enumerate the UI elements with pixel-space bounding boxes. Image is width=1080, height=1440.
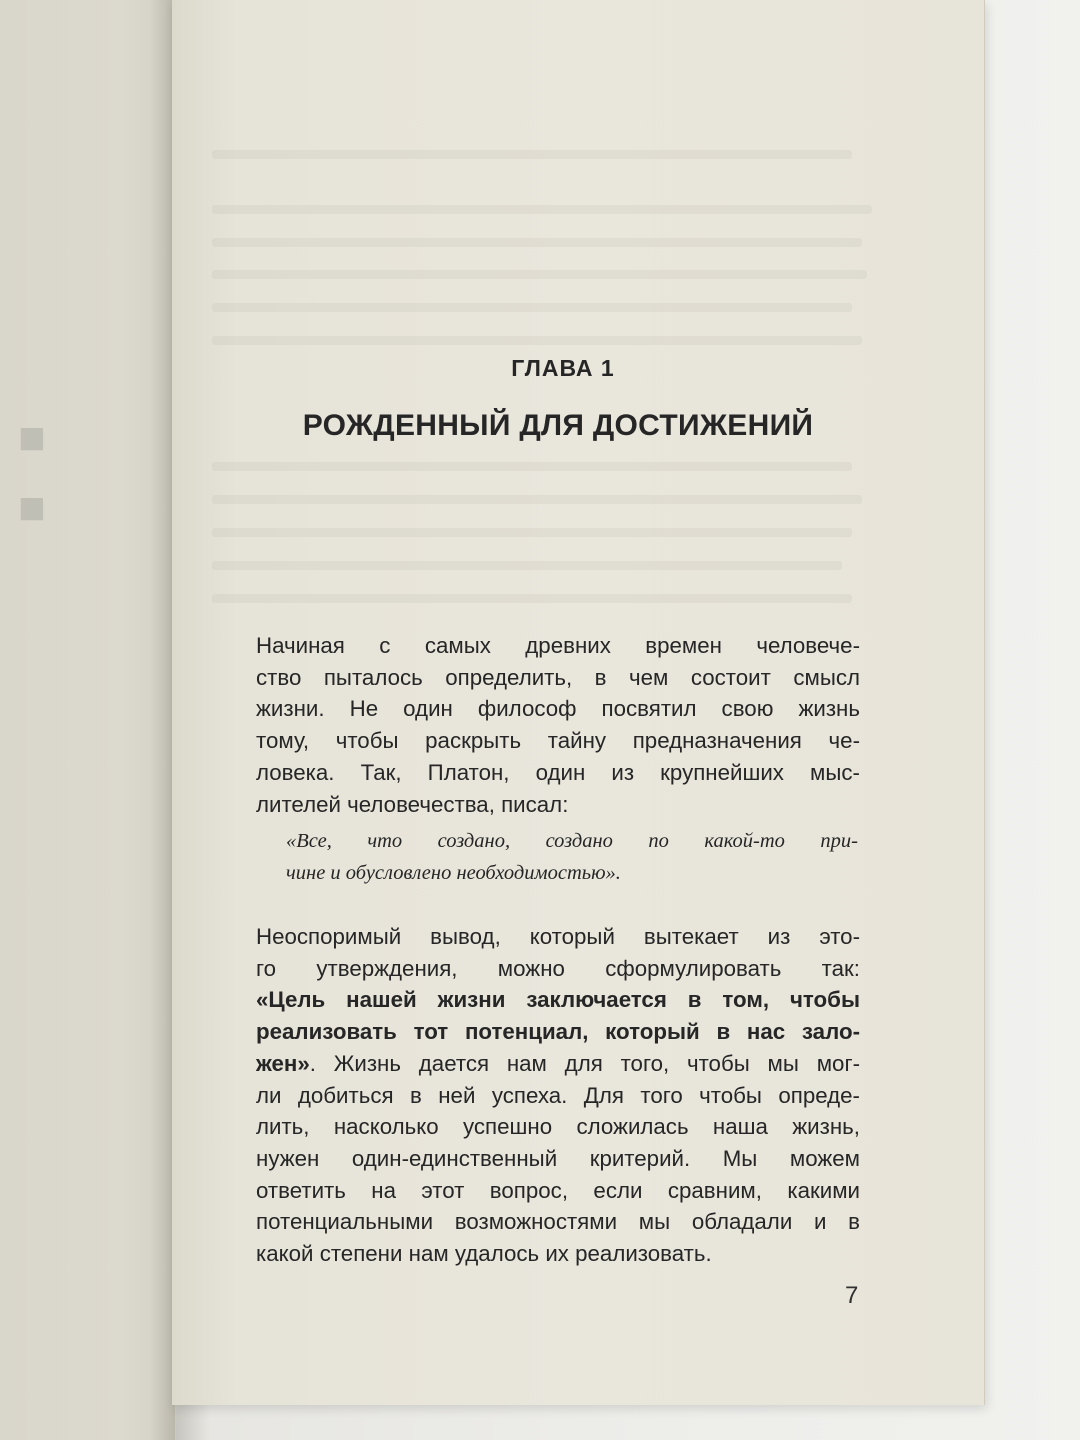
text-line: жизни. Не один философ посвятил свою жизнь [256, 696, 860, 722]
text-line-bold: реализовать тот потенциал, который в нас зало- [256, 1019, 860, 1045]
text-line: ловека. Так, Платон, один из крупнейших мыс- [256, 759, 860, 785]
platon-quote [286, 826, 858, 889]
quote-line: «Все, что создано, создано по какой-то при- [286, 830, 858, 852]
previous-page [0, 0, 175, 1440]
show-through-line [212, 205, 872, 214]
text-line-bold: «Цель нашей жизни заключается в том, чтобы [256, 987, 860, 1013]
quote-line: чине и обусловлено необходимостью». [286, 861, 621, 884]
show-through-line [212, 495, 862, 504]
text-fragment: . Жизнь дается нам для того, чтобы мы мог- [309, 1050, 860, 1076]
text-line: ство пыталось определить, в чем состоит смысл [256, 664, 860, 690]
show-through-line [212, 561, 842, 570]
paragraph-1 [256, 630, 860, 820]
show-through-mark: ■ [18, 481, 46, 533]
text-line: тому, чтобы раскрыть тайну предназначения че- [256, 728, 860, 754]
text-line: потенциальными возможностями мы обладали и в [256, 1209, 860, 1235]
text-line: лить, насколько успешно сложилась наша жизнь, [256, 1114, 860, 1140]
show-through-line [212, 270, 867, 279]
show-through-line [212, 462, 852, 471]
text-line: Начиная с самых древних времен человече- [256, 633, 860, 658]
text-line: ли добиться в ней успеха. Для того чтобы опреде- [256, 1082, 860, 1108]
bold-fragment: жен» [256, 1050, 310, 1076]
text-line: лителей человечества, писал: [256, 791, 569, 817]
text-line: какой степени нам удалось их реализовать. [256, 1241, 712, 1267]
text-line: ответить на этот вопрос, если сравним, какими [256, 1177, 860, 1203]
chapter-title: РОЖДЕННЫЙ ДЛЯ ДОСТИЖЕНИЙ [302, 409, 814, 442]
show-through-line [212, 528, 852, 537]
show-through-line [212, 150, 852, 159]
page-content [256, 352, 860, 1267]
show-through-line [212, 303, 852, 312]
text-line-mixed [256, 1048, 860, 1080]
show-through-line [212, 594, 852, 603]
text-line: нужен один-единственный критерий. Мы можем [256, 1145, 860, 1171]
show-through-mark: ■ [18, 411, 46, 463]
paragraph-2 [256, 921, 860, 1270]
text-line: Неоспоримый вывод, который вытекает из это- [256, 924, 860, 949]
show-through-line [212, 238, 862, 247]
chapter-label: ГЛАВА 1 [511, 355, 615, 381]
text-line: го утверждения, можно сформулировать так: [256, 955, 860, 981]
show-through-line [212, 336, 862, 345]
page-number: 7 [845, 1282, 859, 1309]
book-page [172, 0, 985, 1405]
